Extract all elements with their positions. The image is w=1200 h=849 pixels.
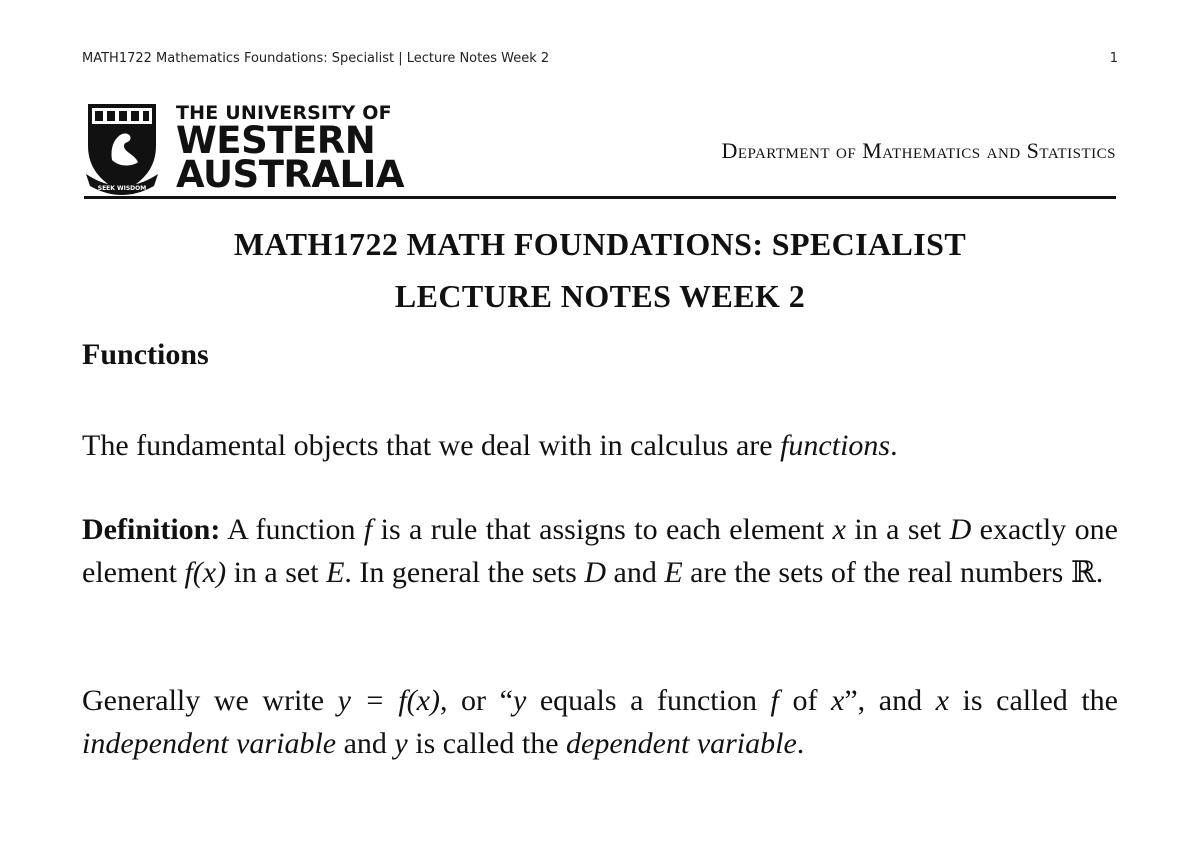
emphasis-dependent-variable: dependent variable: [566, 727, 797, 760]
svg-text:SEEK WISDOM: SEEK WISDOM: [97, 185, 147, 192]
definition-label: Definition:: [82, 513, 221, 546]
department-name: Department of Mathematics and Statistics: [721, 138, 1116, 163]
university-wordmark: [176, 102, 405, 196]
wordmark-line-3: AUSTRALIA: [176, 153, 405, 196]
wordmark-line-1: THE UNIVERSITY OF: [176, 102, 392, 124]
emphasis-functions: functions: [780, 429, 891, 462]
document-title-line-1: MATH1722 MATH FOUNDATIONS: SPECIALIST: [233, 226, 967, 262]
notation-paragraph: Generally we write y = f(x), or “y equals a function f of x”, and x is called the independent variable and y is called the dependent variable.: [82, 684, 1118, 760]
definition-paragraph: Definition: A function f is a rule that assigns to each element x in a set D exactly one element f(x) in a set E. In general the sets D and E are the sets of the real numbers ℝ.: [82, 513, 1118, 589]
emphasis-independent-variable: independent variable: [82, 727, 337, 760]
header-divider: [84, 196, 1116, 199]
intro-paragraph: The fundamental objects that we deal with in calculus are functions.: [82, 429, 898, 462]
section-heading: Functions: [82, 338, 209, 371]
running-title: MATH1722 Mathematics Foundations: Specialist | Lecture Notes Week 2: [82, 51, 550, 66]
running-header: [82, 51, 1118, 71]
wordmark-line-2: WESTERN: [176, 119, 376, 162]
page-number: 1: [1109, 51, 1118, 66]
university-crest-icon: [84, 100, 160, 196]
document-title-line-2: LECTURE NOTES WEEK 2: [394, 278, 806, 314]
university-logo: [84, 100, 405, 196]
